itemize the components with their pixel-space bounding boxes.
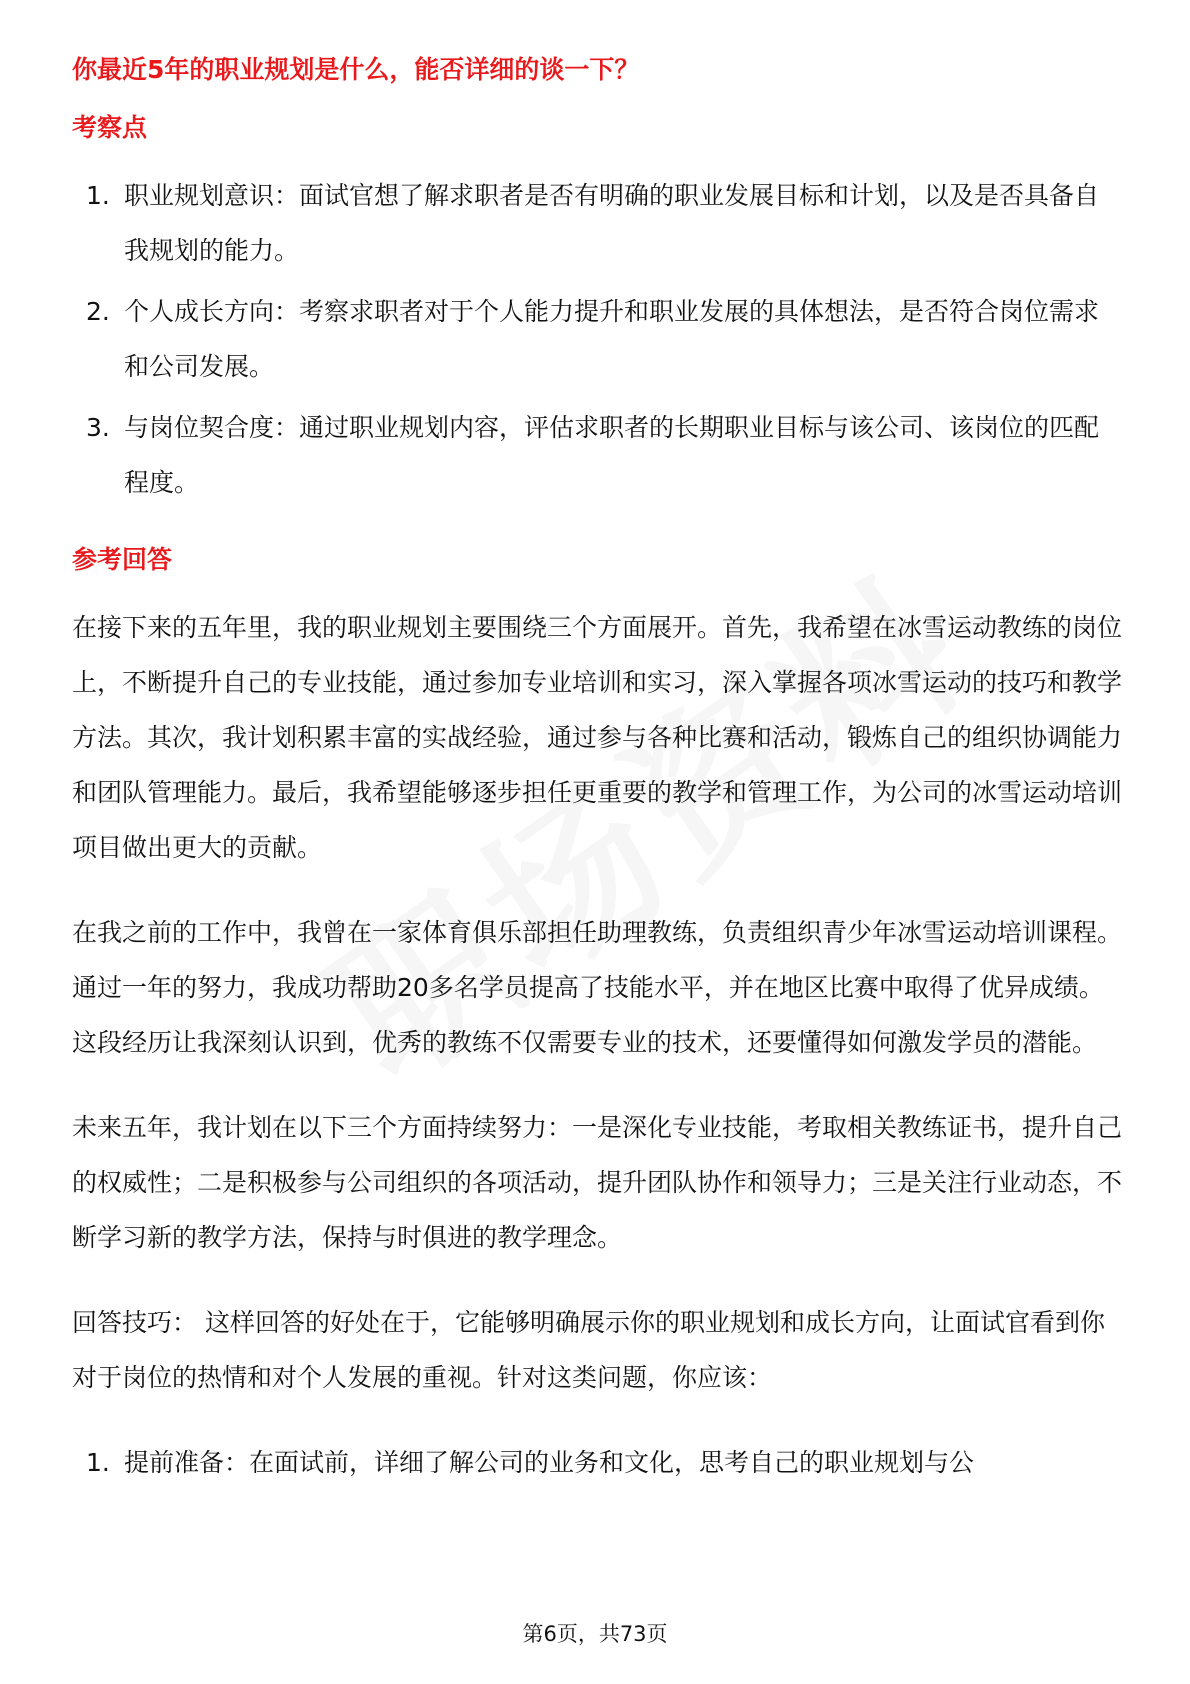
list-number: 1. [86,181,110,210]
list-number: 1. [86,1448,110,1477]
answer-paragraph: 在接下来的五年里，我的职业规划主要围绕三个方面展开。首先，我希望在冰雪运动教练的岗位上，不断提升自己的专业技能，通过参加专业培训和实习，深入掌握各项冰雪运动的技巧和教学方法。其次，我计划积累丰富的实战经验，通过参与各种比赛和活动，锻炼自己的组织协调能力和团队管理能力。最后，我希望能够逐步担任更重要的教学和管理工作，为公司的冰雪运动培训项目做出更大的贡献。 [72,613,1123,862]
list-text: 提前准备：在面试前，详细了解公司的业务和文化，思考自己的职业规划与公 [124,1448,975,1477]
list-text: 职业规划意识：面试官想了解求职者是否有明确的职业发展目标和计划，以及是否具备自我规划的能力。 [124,181,1100,265]
page-footer: 第6页，共73页 [522,1622,668,1646]
list-number: 3. [86,413,110,442]
tips-paragraph: 回答技巧： 这样回答的好处在于，它能够明确展示你的职业规划和成长方向，让面试官看到你对于岗位的热情和对个人发展的重视。针对这类问题，你应该： [72,1308,1105,1392]
list-item [72,1435,1122,1490]
answer-heading: 参考回答 [72,545,173,574]
points-heading: 考察点 [72,113,148,142]
list-item [72,284,1122,394]
answer-paragraph: 在我之前的工作中，我曾在一家体育俱乐部担任助理教练，负责组织青少年冰雪运动培训课程。通过一年的努力，我成功帮助20多名学员提高了技能水平，并在地区比赛中取得了优异成绩。这段经历让我深刻认识到，优秀的教练不仅需要专业的技术，还要懂得如何激发学员的潜能。 [72,918,1123,1057]
answer-paragraph: 未来五年，我计划在以下三个方面持续努力：一是深化专业技能，考取相关教练证书，提升自己的权威性；二是积极参与公司组织的各项活动，提升团队协作和领导力；三是关注行业动态，不断学习新的教学方法，保持与时俱进的教学理念。 [72,1113,1123,1252]
tips-list [72,1435,1122,1490]
list-text: 与岗位契合度：通过职业规划内容，评估求职者的长期职业目标与该公司、该岗位的匹配程度。 [124,413,1100,497]
list-item [72,400,1122,510]
page-content [72,50,1122,1520]
list-item [72,168,1122,278]
list-text: 个人成长方向：考察求职者对于个人能力提升和职业发展的具体想法，是否符合岗位需求和公司发展。 [124,297,1100,381]
list-number: 2. [86,297,110,326]
question-title: 你最近5年的职业规划是什么，能否详细的谈一下？ [72,55,640,84]
points-list [72,168,1122,510]
